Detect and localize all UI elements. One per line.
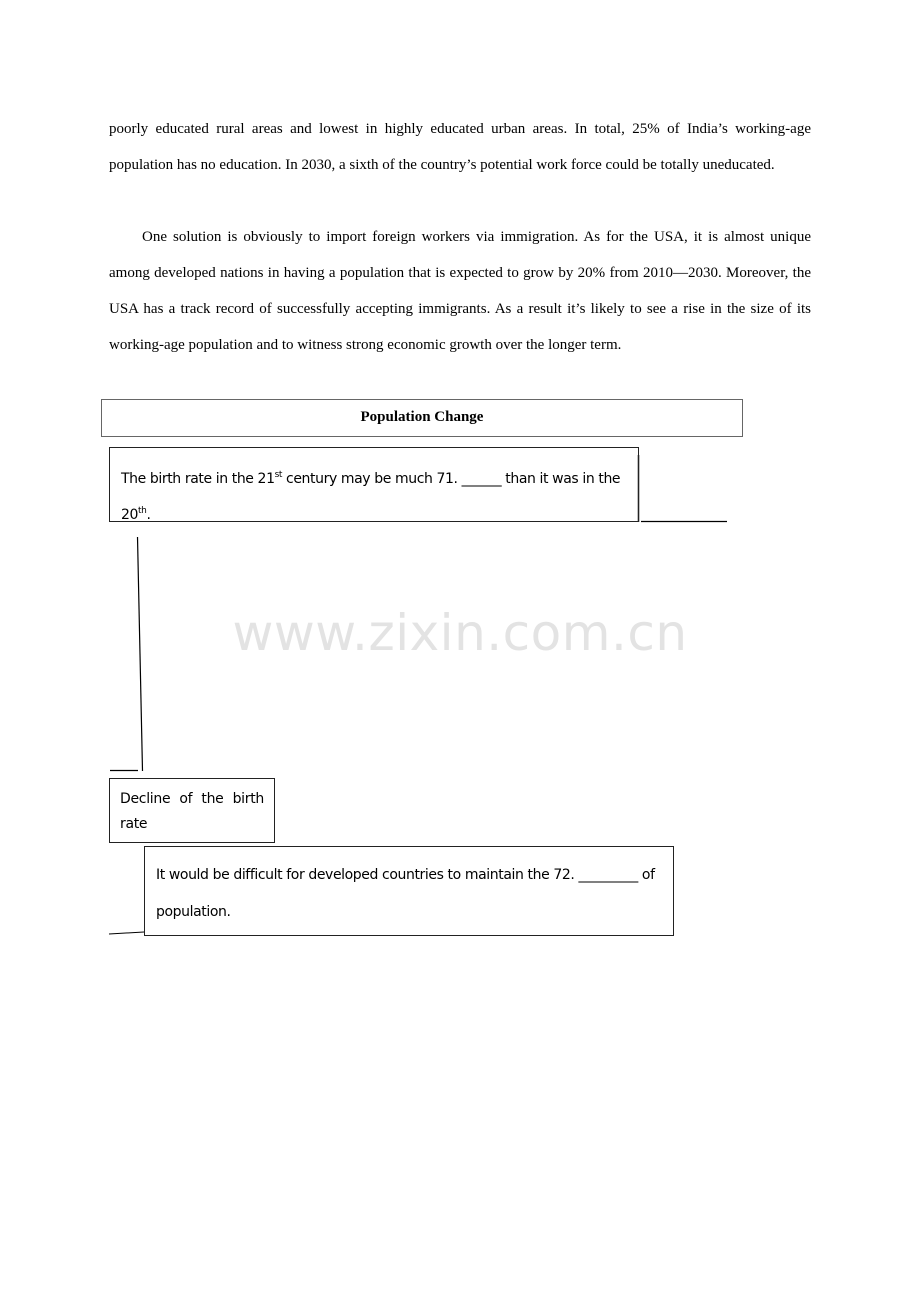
paragraph-india-education: poorly educated rural areas and lowest in highly educated urban areas. In total, 25% of India’s working-age population has no education. In 2030, a sixth of the country’s potential work force could be totally uneducated. <box>109 121 811 173</box>
q71-superscript-st: st <box>274 470 282 480</box>
question-72-text: It would be difficult for developed countries to maintain the 72. _________ of population. <box>156 867 655 920</box>
q71-text-end: . <box>146 507 151 523</box>
watermark: www.zixin.com.cn <box>232 604 688 662</box>
paragraph-immigration: One solution is obviously to import foreign workers via immigration. As for the USA, it is almost unique among developed nations in having a population that is expected to grow by 20% from 2010—2030. Moreover, the USA has a track record of successfully accepting immigrants. As a result it’s likely to see a rise in the size of its working-age population and to witness strong economic growth over the longer term. <box>109 229 811 353</box>
decline-line-2: rate <box>120 816 148 832</box>
decline-birth-rate-label <box>120 787 264 837</box>
decline-line-1: Decline of the birth <box>120 791 264 807</box>
diagram-title: Population Change <box>360 409 484 425</box>
q71-text-part1: The birth rate in the 21 <box>121 471 275 487</box>
q71-text-part2: century may be much 71. ______ than it was in the 20 <box>121 471 621 523</box>
connector-bottom-diagonal <box>109 932 144 934</box>
question-71-text <box>121 461 629 533</box>
question-71-box <box>109 447 639 522</box>
question-72-box <box>144 846 674 936</box>
q71-superscript-th: th <box>138 506 147 516</box>
diagram-title-box <box>101 399 743 437</box>
decline-birth-rate-box <box>109 778 275 843</box>
